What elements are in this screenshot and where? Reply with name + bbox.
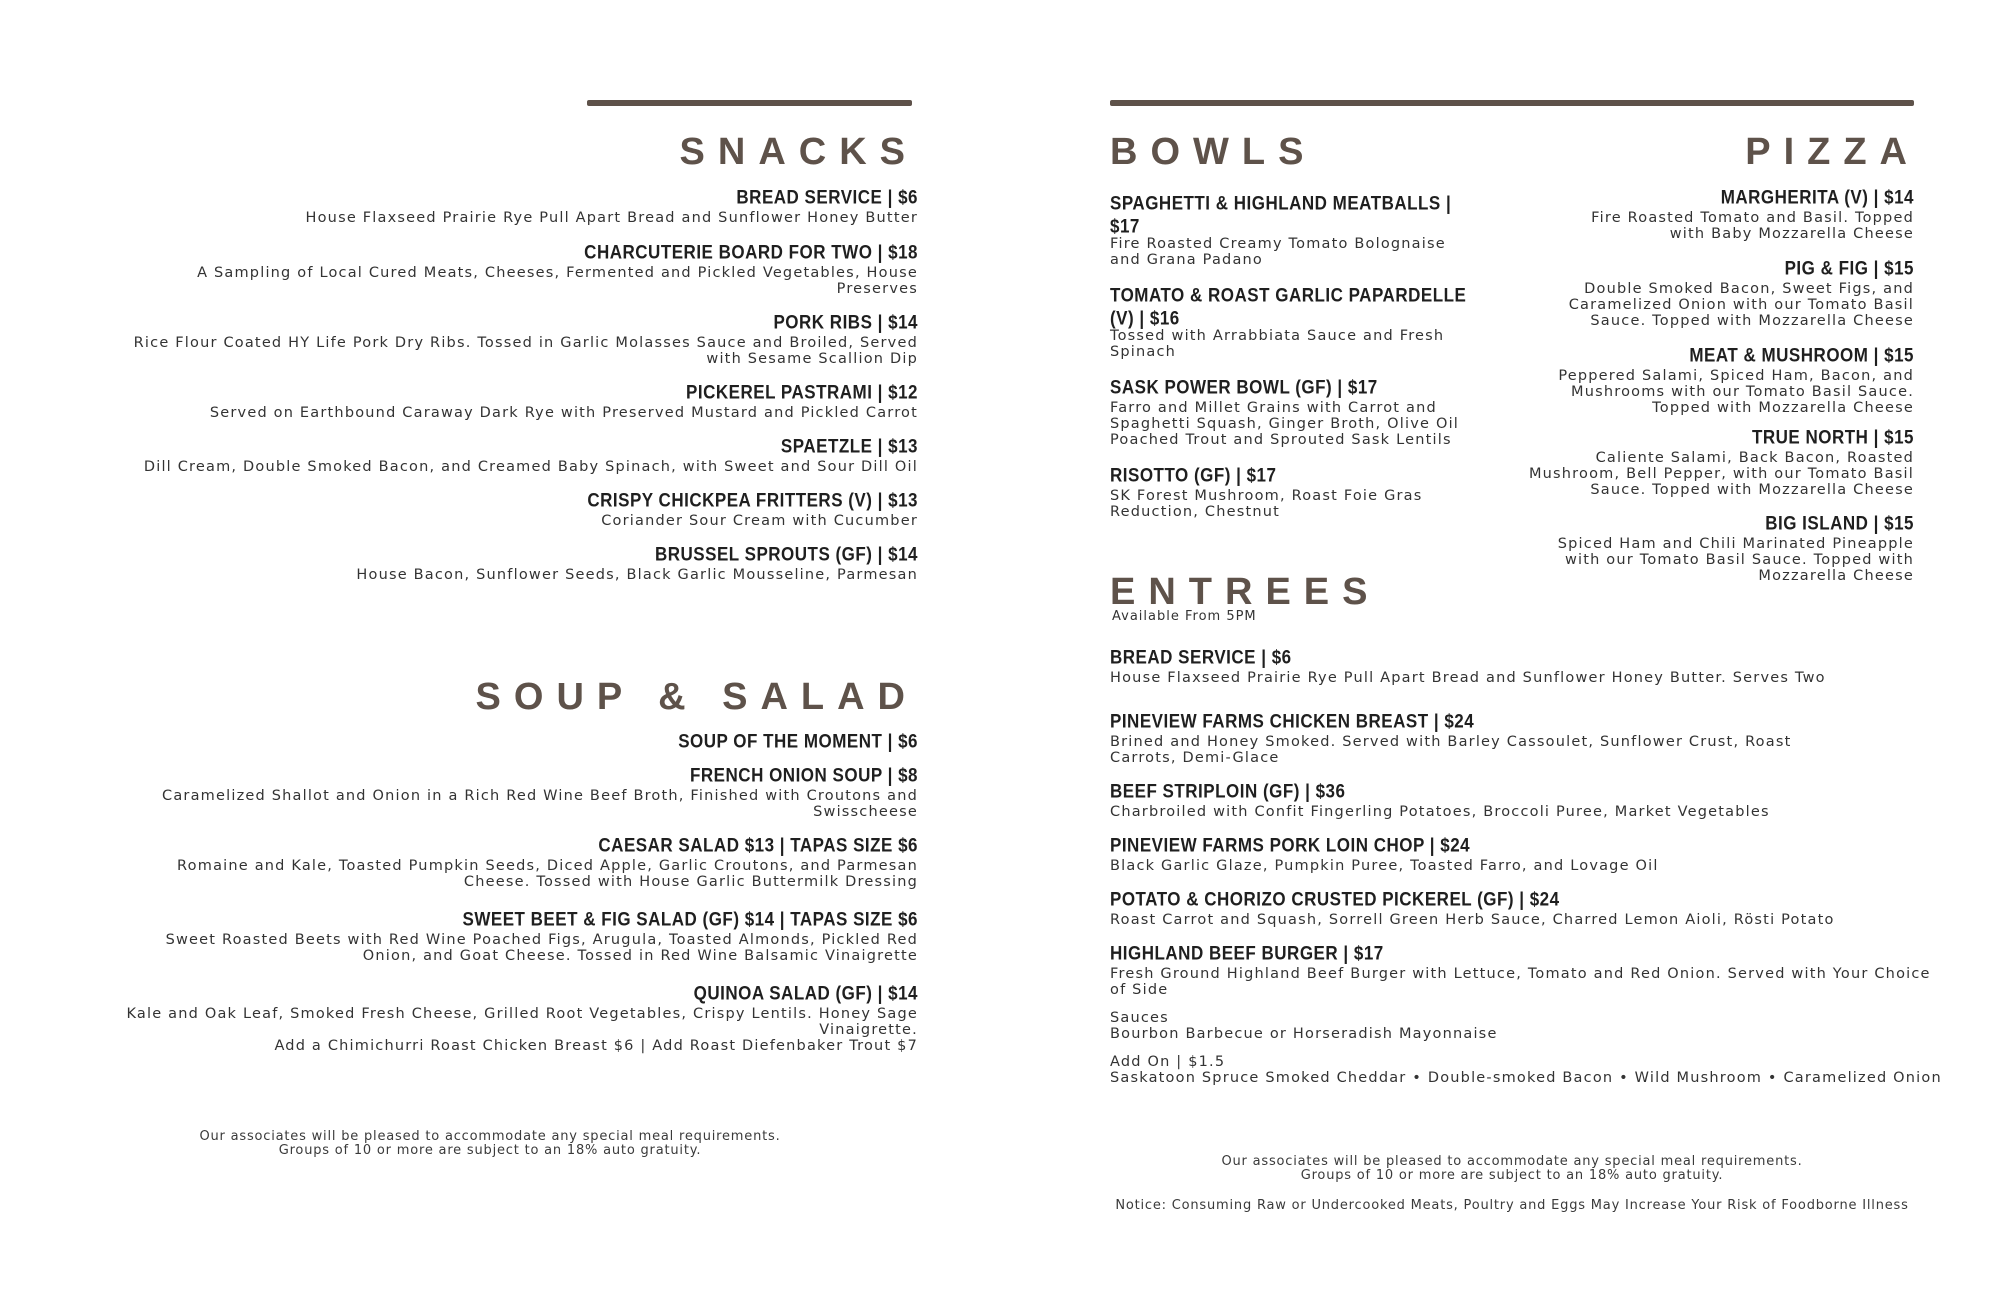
pizza-item bbox=[1520, 257, 1914, 329]
menu-item-desc: House Flaxseed Prairie Rye Pull Apart Bread and Sunflower Honey Butter. Serves Two bbox=[1110, 670, 1826, 686]
menu-item-desc: Tossed with Arrabbiata Sauce and Fresh Spinach bbox=[1110, 328, 1445, 360]
bowls-item bbox=[1110, 192, 1480, 268]
snacks-item bbox=[110, 241, 918, 297]
menu-item-desc: Fresh Ground Highland Beef Burger with Lettuce, Tomato and Red Onion. Served with Your Choice of Side bbox=[1110, 966, 1931, 998]
bowls-heading: BOWLS bbox=[1110, 131, 1317, 173]
menu-item-name: TOMATO & ROAST GARLIC PAPARDELLE (V) | $16 bbox=[1110, 284, 1467, 329]
menu-item-desc: Coriander Sour Cream with Cucumber bbox=[601, 513, 918, 529]
menu-item-name: QUINOA SALAD (GF) | $14 bbox=[693, 982, 918, 1004]
entrees-item bbox=[1110, 646, 1960, 686]
menu-item-desc: House Flaxseed Prairie Rye Pull Apart Bread and Sunflower Honey Butter bbox=[305, 210, 918, 226]
pizza-item bbox=[1520, 426, 1914, 498]
menu-item-desc: A Sampling of Local Cured Meats, Cheeses, Fermented and Pickled Vegetables, House Preserves bbox=[197, 265, 918, 297]
snacks-item bbox=[110, 543, 918, 583]
menu-item-name: SOUP OF THE MOMENT | $6 bbox=[678, 730, 918, 752]
entrees-item bbox=[1110, 780, 1960, 820]
footer-gratuity-line: Groups of 10 or more are subject to an 18% auto gratuity. bbox=[1300, 1168, 1724, 1183]
menu-item-desc: Dill Cream, Double Smoked Bacon, and Creamed Baby Spinach, with Sweet and Sour Dill Oil bbox=[143, 459, 918, 475]
pizza-item bbox=[1520, 512, 1914, 584]
sauces-options: Bourbon Barbecue or Horseradish Mayonnaise bbox=[1110, 1026, 1498, 1042]
menu-item-desc: Served on Earthbound Caraway Dark Rye with Preserved Mustard and Pickled Carrot bbox=[209, 405, 918, 421]
soup-salad-item bbox=[110, 730, 918, 750]
menu-item-desc: Caramelized Shallot and Onion in a Rich Red Wine Beef Broth, Finished with Croutons and Swisscheese bbox=[162, 788, 918, 820]
menu-item-desc: Brined and Honey Smoked. Served with Barley Cassoulet, Sunflower Crust, Roast Carrots, Demi-Glace bbox=[1110, 734, 1792, 766]
menu-item-desc: Kale and Oak Leaf, Smoked Fresh Cheese, Grilled Root Vegetables, Crispy Lentils. Honey Sage Vinaigrette. bbox=[126, 1006, 918, 1038]
pizza-item bbox=[1520, 344, 1914, 416]
menu-item-name: MARGHERITA (V) | $14 bbox=[1720, 186, 1914, 208]
pizza-heading: PIZZA bbox=[1745, 131, 1920, 173]
menu-item-name: PICKEREL PASTRAMI | $12 bbox=[686, 381, 918, 403]
footer-accommodate-line: Our associates will be pleased to accommodate any special meal requirements. bbox=[199, 1129, 781, 1144]
menu-item-name: SPAGHETTI & HIGHLAND MEATBALLS | $17 bbox=[1110, 192, 1452, 237]
menu-item-name: PINEVIEW FARMS PORK LOIN CHOP | $24 bbox=[1110, 834, 1471, 856]
menu-item-name: HIGHLAND BEEF BURGER | $17 bbox=[1110, 942, 1384, 964]
menu-item-desc: Roast Carrot and Squash, Sorrell Green Herb Sauce, Charred Lemon Aioli, Rösti Potato bbox=[1110, 912, 1835, 928]
menu-item-name: PINEVIEW FARMS CHICKEN BREAST | $24 bbox=[1110, 710, 1475, 732]
snacks-item bbox=[110, 381, 918, 421]
burger-addons bbox=[1110, 1054, 1960, 1086]
menu-item-name: FRENCH ONION SOUP | $8 bbox=[690, 764, 918, 786]
menu-item-name: SPAETZLE | $13 bbox=[780, 435, 918, 457]
menu-item-name: PORK RIBS | $14 bbox=[773, 311, 918, 333]
menu-item-name: PIG & FIG | $15 bbox=[1784, 257, 1914, 279]
menu-item-name: SWEET BEET & FIG SALAD (GF) $14 | TAPAS SIZE $6 bbox=[462, 908, 918, 930]
menu-item-desc: House Bacon, Sunflower Seeds, Black Garlic Mousseline, Parmesan bbox=[356, 567, 918, 583]
entrees-item bbox=[1110, 834, 1960, 874]
bowls-item bbox=[1110, 376, 1480, 448]
snacks-item bbox=[110, 489, 918, 529]
entrees-item bbox=[1110, 710, 1960, 766]
soup-salad-item bbox=[110, 764, 918, 820]
snacks-list bbox=[110, 186, 918, 583]
burger-sauces bbox=[1110, 1010, 1960, 1042]
menu-item-desc: SK Forest Mushroom, Roast Foie Gras Reduction, Chestnut bbox=[1110, 488, 1423, 520]
menu-item-name: CHARCUTERIE BOARD FOR TWO | $18 bbox=[584, 241, 918, 263]
snacks-item bbox=[110, 311, 918, 367]
entrees-list bbox=[1110, 646, 1960, 1086]
menu-item-desc: Double Smoked Bacon, Sweet Figs, and Caramelized Onion with our Tomato Basil Sauce. Topped with Mozzarella Cheese bbox=[1568, 281, 1914, 329]
snacks-item bbox=[110, 435, 918, 475]
menu-item-desc: Romaine and Kale, Toasted Pumpkin Seeds, Diced Apple, Garlic Croutons, and Parmesan Cheese. Tossed with House Garlic Buttermilk Dressing bbox=[177, 858, 918, 890]
soup-salad-item bbox=[110, 908, 918, 964]
bowls-item bbox=[1110, 284, 1480, 360]
menu-item-name: CAESAR SALAD $13 | TAPAS SIZE $6 bbox=[598, 834, 918, 856]
menu-item-name: MEAT & MUSHROOM | $15 bbox=[1689, 344, 1914, 366]
bowls-list bbox=[1110, 192, 1480, 520]
menu-item-desc: Fire Roasted Tomato and Basil. Topped with Baby Mozzarella Cheese bbox=[1591, 210, 1914, 242]
snacks-item bbox=[110, 186, 918, 226]
menu-item-name: BRUSSEL SPROUTS (GF) | $14 bbox=[654, 543, 918, 565]
entrees-item bbox=[1110, 888, 1960, 928]
addon-label: Add On | $1.5 bbox=[1110, 1054, 1226, 1070]
menu-item-desc: Black Garlic Glaze, Pumpkin Puree, Toasted Farro, and Lovage Oil bbox=[1110, 858, 1659, 874]
right-divider-bar bbox=[1110, 100, 1914, 106]
menu-item-name: BREAD SERVICE | $6 bbox=[1110, 646, 1292, 668]
menu-item-name: CRISPY CHICKPEA FRITTERS (V) | $13 bbox=[587, 489, 918, 511]
left-footer bbox=[180, 1130, 800, 1158]
right-footer bbox=[1110, 1155, 1914, 1213]
footer-gratuity-line: Groups of 10 or more are subject to an 18% auto gratuity. bbox=[278, 1143, 702, 1158]
menu-item-name: SASK POWER BOWL (GF) | $17 bbox=[1110, 376, 1378, 398]
footer-notice: Notice: Consuming Raw or Undercooked Meats, Poultry and Eggs May Increase Your Risk of Foodborne Illness bbox=[1115, 1198, 1909, 1213]
menu-item-name: BIG ISLAND | $15 bbox=[1765, 512, 1914, 534]
soup-salad-item bbox=[110, 982, 918, 1054]
menu-item-desc: Fire Roasted Creamy Tomato Bolognaise and Grana Padano bbox=[1110, 236, 1446, 268]
menu-item-desc: Farro and Millet Grains with Carrot and Spaghetti Squash, Ginger Broth, Olive Oil Poached Trout and Sprouted Sask Lentils bbox=[1110, 400, 1460, 448]
soup-salad-item bbox=[110, 834, 918, 890]
addon-options: Saskatoon Spruce Smoked Cheddar • Double-smoked Bacon • Wild Mushroom • Caramelized Onion bbox=[1110, 1070, 1942, 1086]
menu-item-desc: Rice Flour Coated HY Life Pork Dry Ribs. Tossed in Garlic Molasses Sauce and Broiled, Served with Sesame Scallion Dip bbox=[133, 335, 918, 367]
menu-item-name: POTATO & CHORIZO CRUSTED PICKEREL (GF) | $24 bbox=[1110, 888, 1560, 910]
menu-item-desc: Caliente Salami, Back Bacon, Roasted Mushroom, Bell Pepper, with our Tomato Basil Sauce. Topped with Mozzarella Cheese bbox=[1528, 450, 1914, 498]
soup-salad-heading: SOUP & SALAD bbox=[475, 676, 918, 718]
menu-item-name: RISOTTO (GF) | $17 bbox=[1110, 464, 1277, 486]
pizza-item bbox=[1520, 186, 1914, 242]
menu-item-addon: Add a Chimichurri Roast Chicken Breast $6 | Add Roast Diefenbaker Trout $7 bbox=[274, 1038, 918, 1054]
bowls-item bbox=[1110, 464, 1480, 520]
snacks-divider-bar bbox=[587, 100, 912, 106]
menu-item-desc: Spiced Ham and Chili Marinated Pineapple with our Tomato Basil Sauce. Topped with Mozzarella Cheese bbox=[1557, 536, 1914, 584]
sauces-label: Sauces bbox=[1110, 1010, 1169, 1026]
snacks-heading: SNACKS bbox=[679, 131, 918, 173]
entrees-heading: ENTREES bbox=[1110, 571, 1381, 613]
menu-item-desc: Peppered Salami, Spiced Ham, Bacon, and Mushrooms with our Tomato Basil Sauce. Topped with Mozzarella Cheese bbox=[1558, 368, 1914, 416]
entrees-availability: Available From 5PM bbox=[1112, 609, 1257, 624]
menu-item-name: TRUE NORTH | $15 bbox=[1751, 426, 1914, 448]
menu-item-desc: Sweet Roasted Beets with Red Wine Poached Figs, Arugula, Toasted Almonds, Pickled Red Onion, and Goat Cheese. Tossed in Red Wine Balsamic Vinaigrette bbox=[165, 932, 918, 964]
menu-item-desc: Charbroiled with Confit Fingerling Potatoes, Broccoli Puree, Market Vegetables bbox=[1110, 804, 1770, 820]
menu-item-name: BREAD SERVICE | $6 bbox=[736, 186, 918, 208]
entrees-item bbox=[1110, 942, 1960, 998]
menu-item-name: BEEF STRIPLOIN (GF) | $36 bbox=[1110, 780, 1346, 802]
soup-salad-list bbox=[110, 730, 918, 1054]
pizza-list bbox=[1520, 186, 1914, 584]
footer-accommodate-line: Our associates will be pleased to accommodate any special meal requirements. bbox=[1221, 1154, 1803, 1169]
